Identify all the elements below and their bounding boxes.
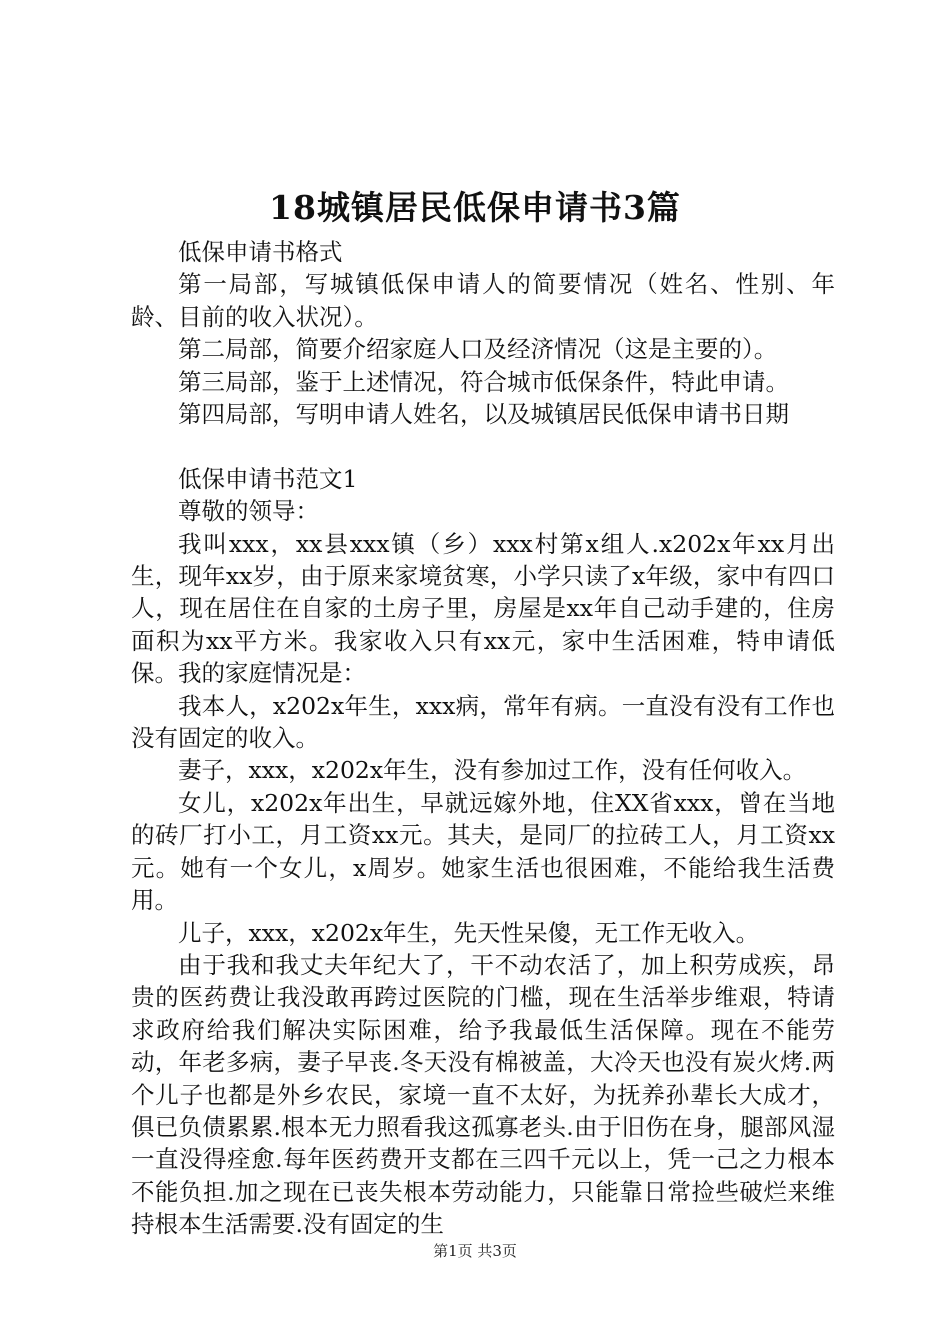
salutation: 尊敬的领导： xyxy=(178,497,319,526)
paragraph-son: 儿子，xxx，x202x年生，先天性呆傻，无工作无收入。 xyxy=(178,918,760,947)
paragraph-intro: 我叫xxx，xx县xxx镇（乡）xxx村第x组人.x202x年xx月出生，现年xx岁，由于原来家境贫寒，小学只读了x年级，家中有四口人，现在居住在自家的土房子里，房屋是xx年自己动手建的，住房面积为xx平方米。我家收入只有xx元，家中生活困难，特申请低保。我的家庭情况是： xyxy=(131,529,835,688)
paragraph-wife: 妻子，xxx，x202x年生，没有参加过工作，没有任何收入。 xyxy=(178,756,807,785)
format-part-1: 第一局部，写城镇低保申请人的简要情况（姓名、性别、年龄、目前的收入状况）。 xyxy=(131,270,835,331)
document-title: 18城镇居民低保申请书3篇 xyxy=(269,188,681,227)
paragraph-self: 我本人，x202x年生，xxx病，常年有病。一直没有没有工作也没有固定的收入。 xyxy=(131,691,835,753)
page-number-footer: 第1页 共3页 xyxy=(433,1242,517,1260)
paragraph-daughter: 女儿，x202x年出生，早就远嫁外地，住XX省xxx，曾在当地的砖厂打小工，月工资xx元。其夫，是同厂的拉砖工人，月工资xx元。她有一个女儿，x周岁。她家生活也很困难，不能给我生活费用。 xyxy=(131,788,835,915)
format-part-3: 第三局部，鉴于上述情况，符合城市低保条件，特此申请。 xyxy=(178,367,789,396)
paragraph-hardship: 由于我和我丈夫年纪大了，干不动农活了，加上积劳成疾，昂贵的医药费让我没敢再跨过医院的门槛，现在生活举步维艰，特请求政府给我们解决实际困难，给予我最低生活保障。现在不能劳动，年老多病，妻子早丧.冬天没有棉被盖，大冷天也没有炭火烤.两个儿子也都是外乡农民，家境一直不太好，为抚养孙辈长大成才，俱已负债累累.根本无力照看我这孤寡老头.由于旧伤在身，腿部风湿一直没得痊愈.每年医药费开支都在三四千元以上，凭一己之力根本不能负担.加之现在已丧失根本劳动能力，只能靠日常捡些破烂来维持根本生活需要.没有固定的生 xyxy=(131,950,835,1239)
section-heading-format: 低保申请书格式 xyxy=(178,238,343,266)
format-part-2: 第二局部，简要介绍家庭人口及经济情况（这是主要的）。 xyxy=(178,335,778,364)
format-part-4: 第四局部，写明申请人姓名，以及城镇居民低保申请书日期 xyxy=(178,400,789,429)
section-heading-sample: 低保申请书范文1 xyxy=(178,464,358,493)
document-body xyxy=(131,236,835,1241)
paragraph-spacer xyxy=(131,430,835,462)
